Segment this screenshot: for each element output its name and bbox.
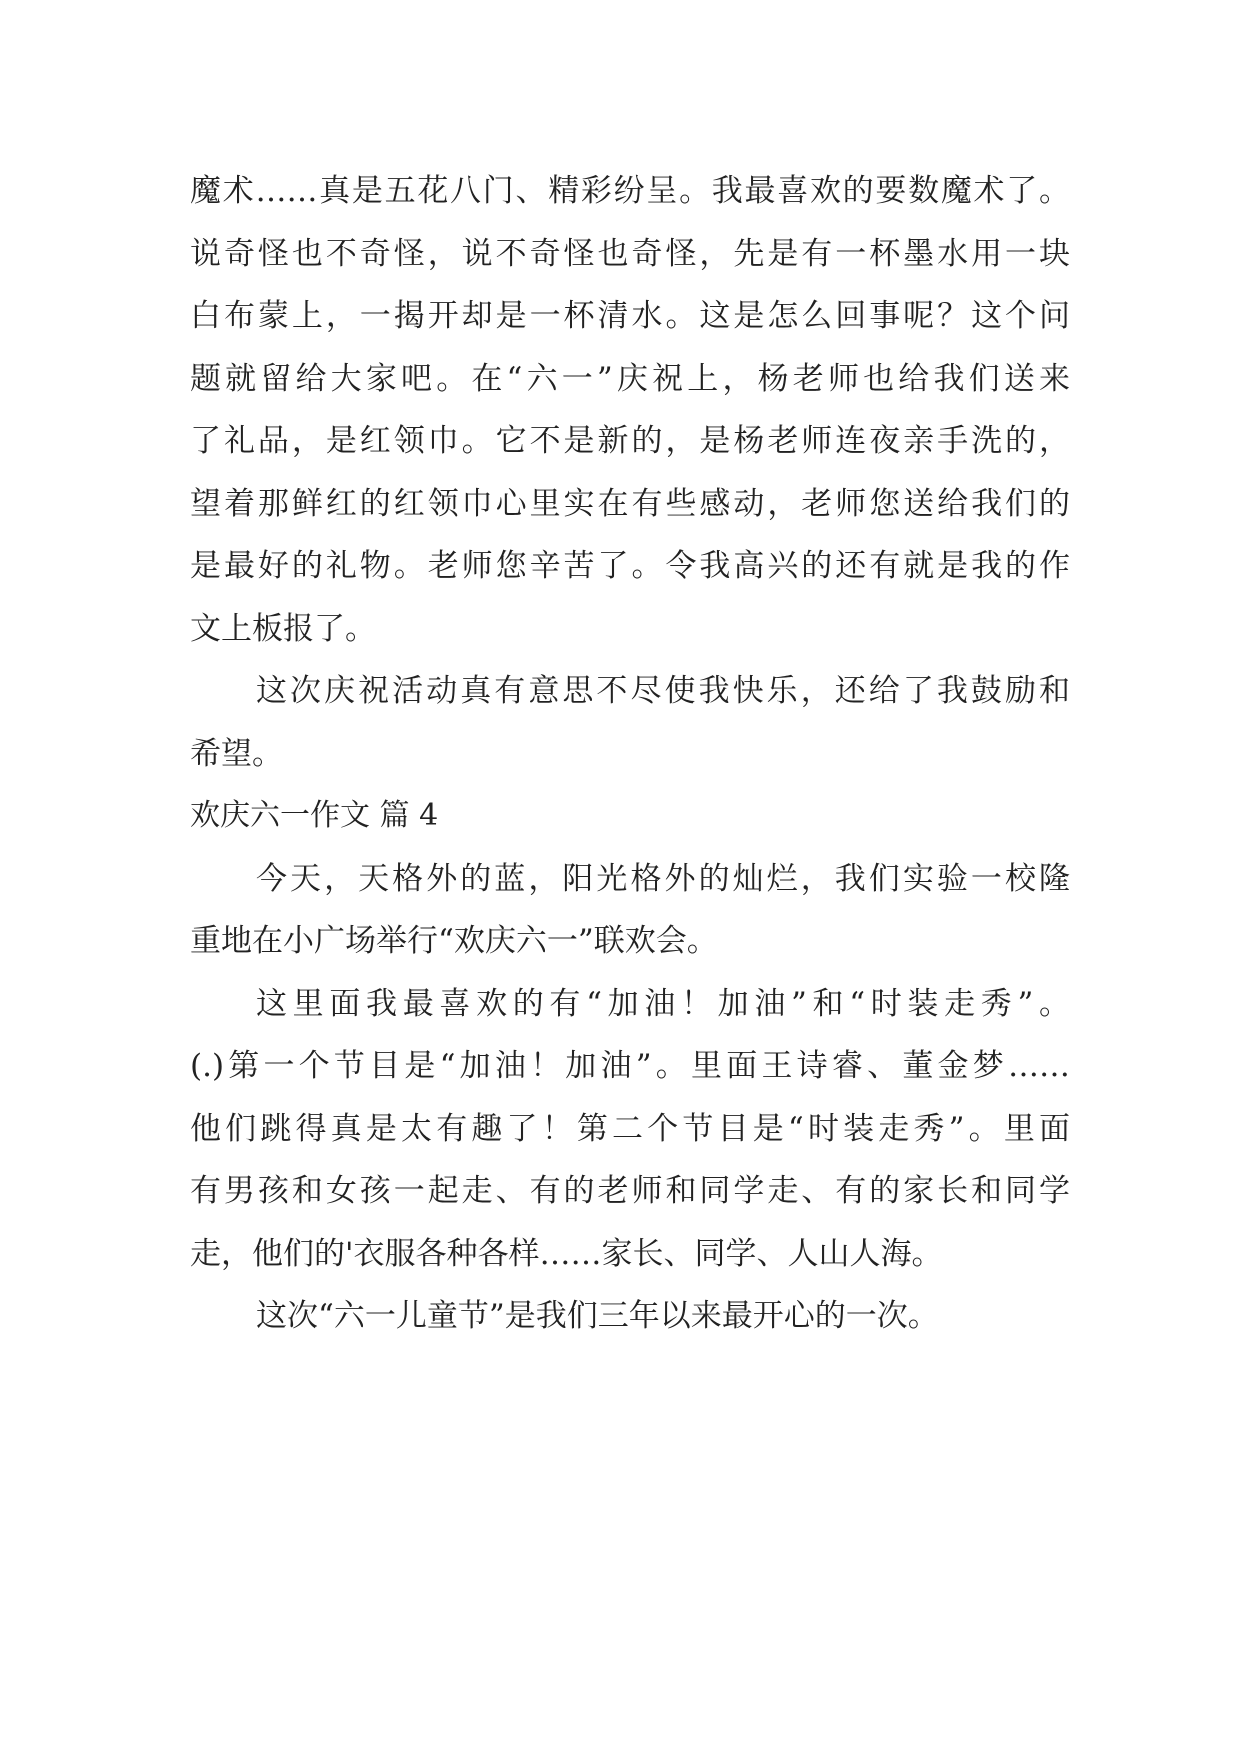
document-body <box>190 160 1070 1348</box>
text-line: 文上板报了。 <box>190 610 376 647</box>
text-line: 重地在小广场举行“欢庆六一”联欢会。 <box>190 923 718 959</box>
text-line: 希望。 <box>190 735 283 772</box>
paragraph-start-line: 今天，天格外的蓝，阳光格外的灿烂，我们实验一校隆 <box>256 860 1070 897</box>
text-line: 白布蒙上，一揭开却是一杯清水。这是怎么回事呢？这个问 <box>190 298 1070 334</box>
text-line: 他们跳得真是太有趣了！第二个节目是“时装走秀”。里面 <box>190 1110 1070 1147</box>
paragraph-start-line: 这次“六一儿童节”是我们三年以来最开心的一次。 <box>256 1298 939 1334</box>
section-heading: 欢庆六一作文 篇 4 <box>190 798 439 833</box>
paragraph-start-line: 这次庆祝活动真有意思不尽使我快乐，还给了我鼓励和 <box>256 673 1070 709</box>
text-line: 是最好的礼物。老师您辛苦了。令我高兴的还有就是我的作 <box>190 548 1070 584</box>
text-line: 魔术……真是五花八门、精彩纷呈。我最喜欢的要数魔术了。 <box>190 173 1070 209</box>
text-line: (.)第一个节目是“加油！加油”。里面王诗睿、董金梦…… <box>190 1048 1070 1084</box>
text-line: 了礼品，是红领巾。它不是新的，是杨老师连夜亲手洗的， <box>190 423 1070 459</box>
text-line: 望着那鲜红的红领巾心里实在有些感动，老师您送给我们的 <box>190 485 1070 522</box>
paragraph-start-line: 这里面我最喜欢的有“加油！加油”和“时装走秀”。 <box>256 985 1070 1022</box>
text-line: 说奇怪也不奇怪，说不奇怪也奇怪，先是有一杯墨水用一块 <box>190 235 1070 272</box>
text-line: 有男孩和女孩一起走、有的老师和同学走、有的家长和同学 <box>190 1173 1070 1209</box>
text-line: 题就留给大家吧。在“六一”庆祝上，杨老师也给我们送来 <box>190 360 1070 397</box>
text-line: 走，他们的'衣服各种各样……家长、同学、人山人海。 <box>190 1235 943 1272</box>
